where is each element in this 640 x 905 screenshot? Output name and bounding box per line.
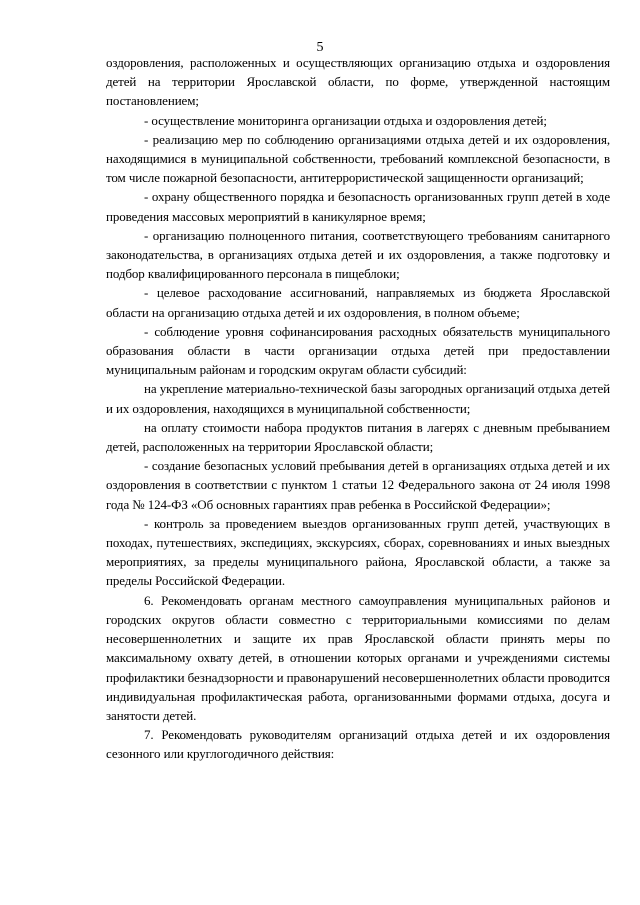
paragraph: - реализацию мер по соблюдению организациями отдыха детей и их оздоровления, находящимися в муниципальной собственности, требований комплексной безопасности, в том числе пожарной безопасности, антитеррористической защищенности организаций;	[106, 131, 610, 186]
paragraph: 7. Рекомендовать руководителям организаций отдыха детей и их оздоровления сезонного или круглогодичного действия:	[106, 727, 610, 762]
paragraph: - создание безопасных условий пребывания детей в организациях отдыха детей и их оздоровления в соответствии с пунктом 1 статьи 12 Федерального закона от 24 июля 1998 года № 124-ФЗ «Об основных гарантиях прав ребенка в Российской Федерации»;	[106, 458, 610, 512]
paragraph: оздоровления, расположенных и осуществляющих организацию отдыха и оздоровления детей на территории Ярославской области, по форме, утвержденной настоящим постановлением;	[106, 55, 610, 109]
body-text	[106, 53, 610, 764]
paragraph: на оплату стоимости набора продуктов питания в лагерях с дневным пребыванием детей, расположенных на территории Ярославской области;	[106, 419, 610, 455]
paragraph: на укрепление материально-технической базы загородных организаций отдыха детей и их оздоровления, находящихся в муниципальной собственности;	[106, 381, 610, 416]
paragraph: - целевое расходование ассигнований, направляемых из бюджета Ярославской области на организацию отдыха детей и их оздоровления, в полном объеме;	[106, 285, 610, 320]
paragraph: - охрану общественного порядка и безопасность организованных групп детей в ходе проведения массовых мероприятий в каникулярное время;	[106, 189, 610, 224]
paragraph: - организацию полноценного питания, соответствующего требованиям санитарного законодательства, в организациях отдыха детей и их оздоровления, а также подготовку и подбор квалифицированного персонала в пищеблоки;	[106, 227, 610, 282]
page-number: 5	[316, 40, 324, 55]
paragraph: 6. Рекомендовать органам местного самоуправления муниципальных районов и городских округов области совместно с территориальными комиссиями по делам несовершеннолетних и защите их прав Ярославской области принять меры по максимальному охвату детей, в отношении которых органами и учреждениями системы профилактики безнадзорности и правонарушений несовершеннолетних области проводится индивидуальная профилактическая работа, организованными формами отдыха, досуга и занятости детей.	[106, 592, 610, 723]
paragraph: - соблюдение уровня софинансирования расходных обязательств муниципального образования области в части организации отдыха детей при предоставлении муниципальным районам и городским округам области субсидий:	[106, 323, 610, 378]
paragraph: - осуществление мониторинга организации отдыха и оздоровления детей;	[144, 112, 547, 128]
paragraph: - контроль за проведением выездов организованных групп детей, участвующих в походах, путешествиях, экспедициях, экскурсиях, сборах, соревнованиях и иных выездных мероприятиях, за пределы муниципального района, Ярославской области, а также за пределы Российской Федерации.	[106, 515, 610, 589]
